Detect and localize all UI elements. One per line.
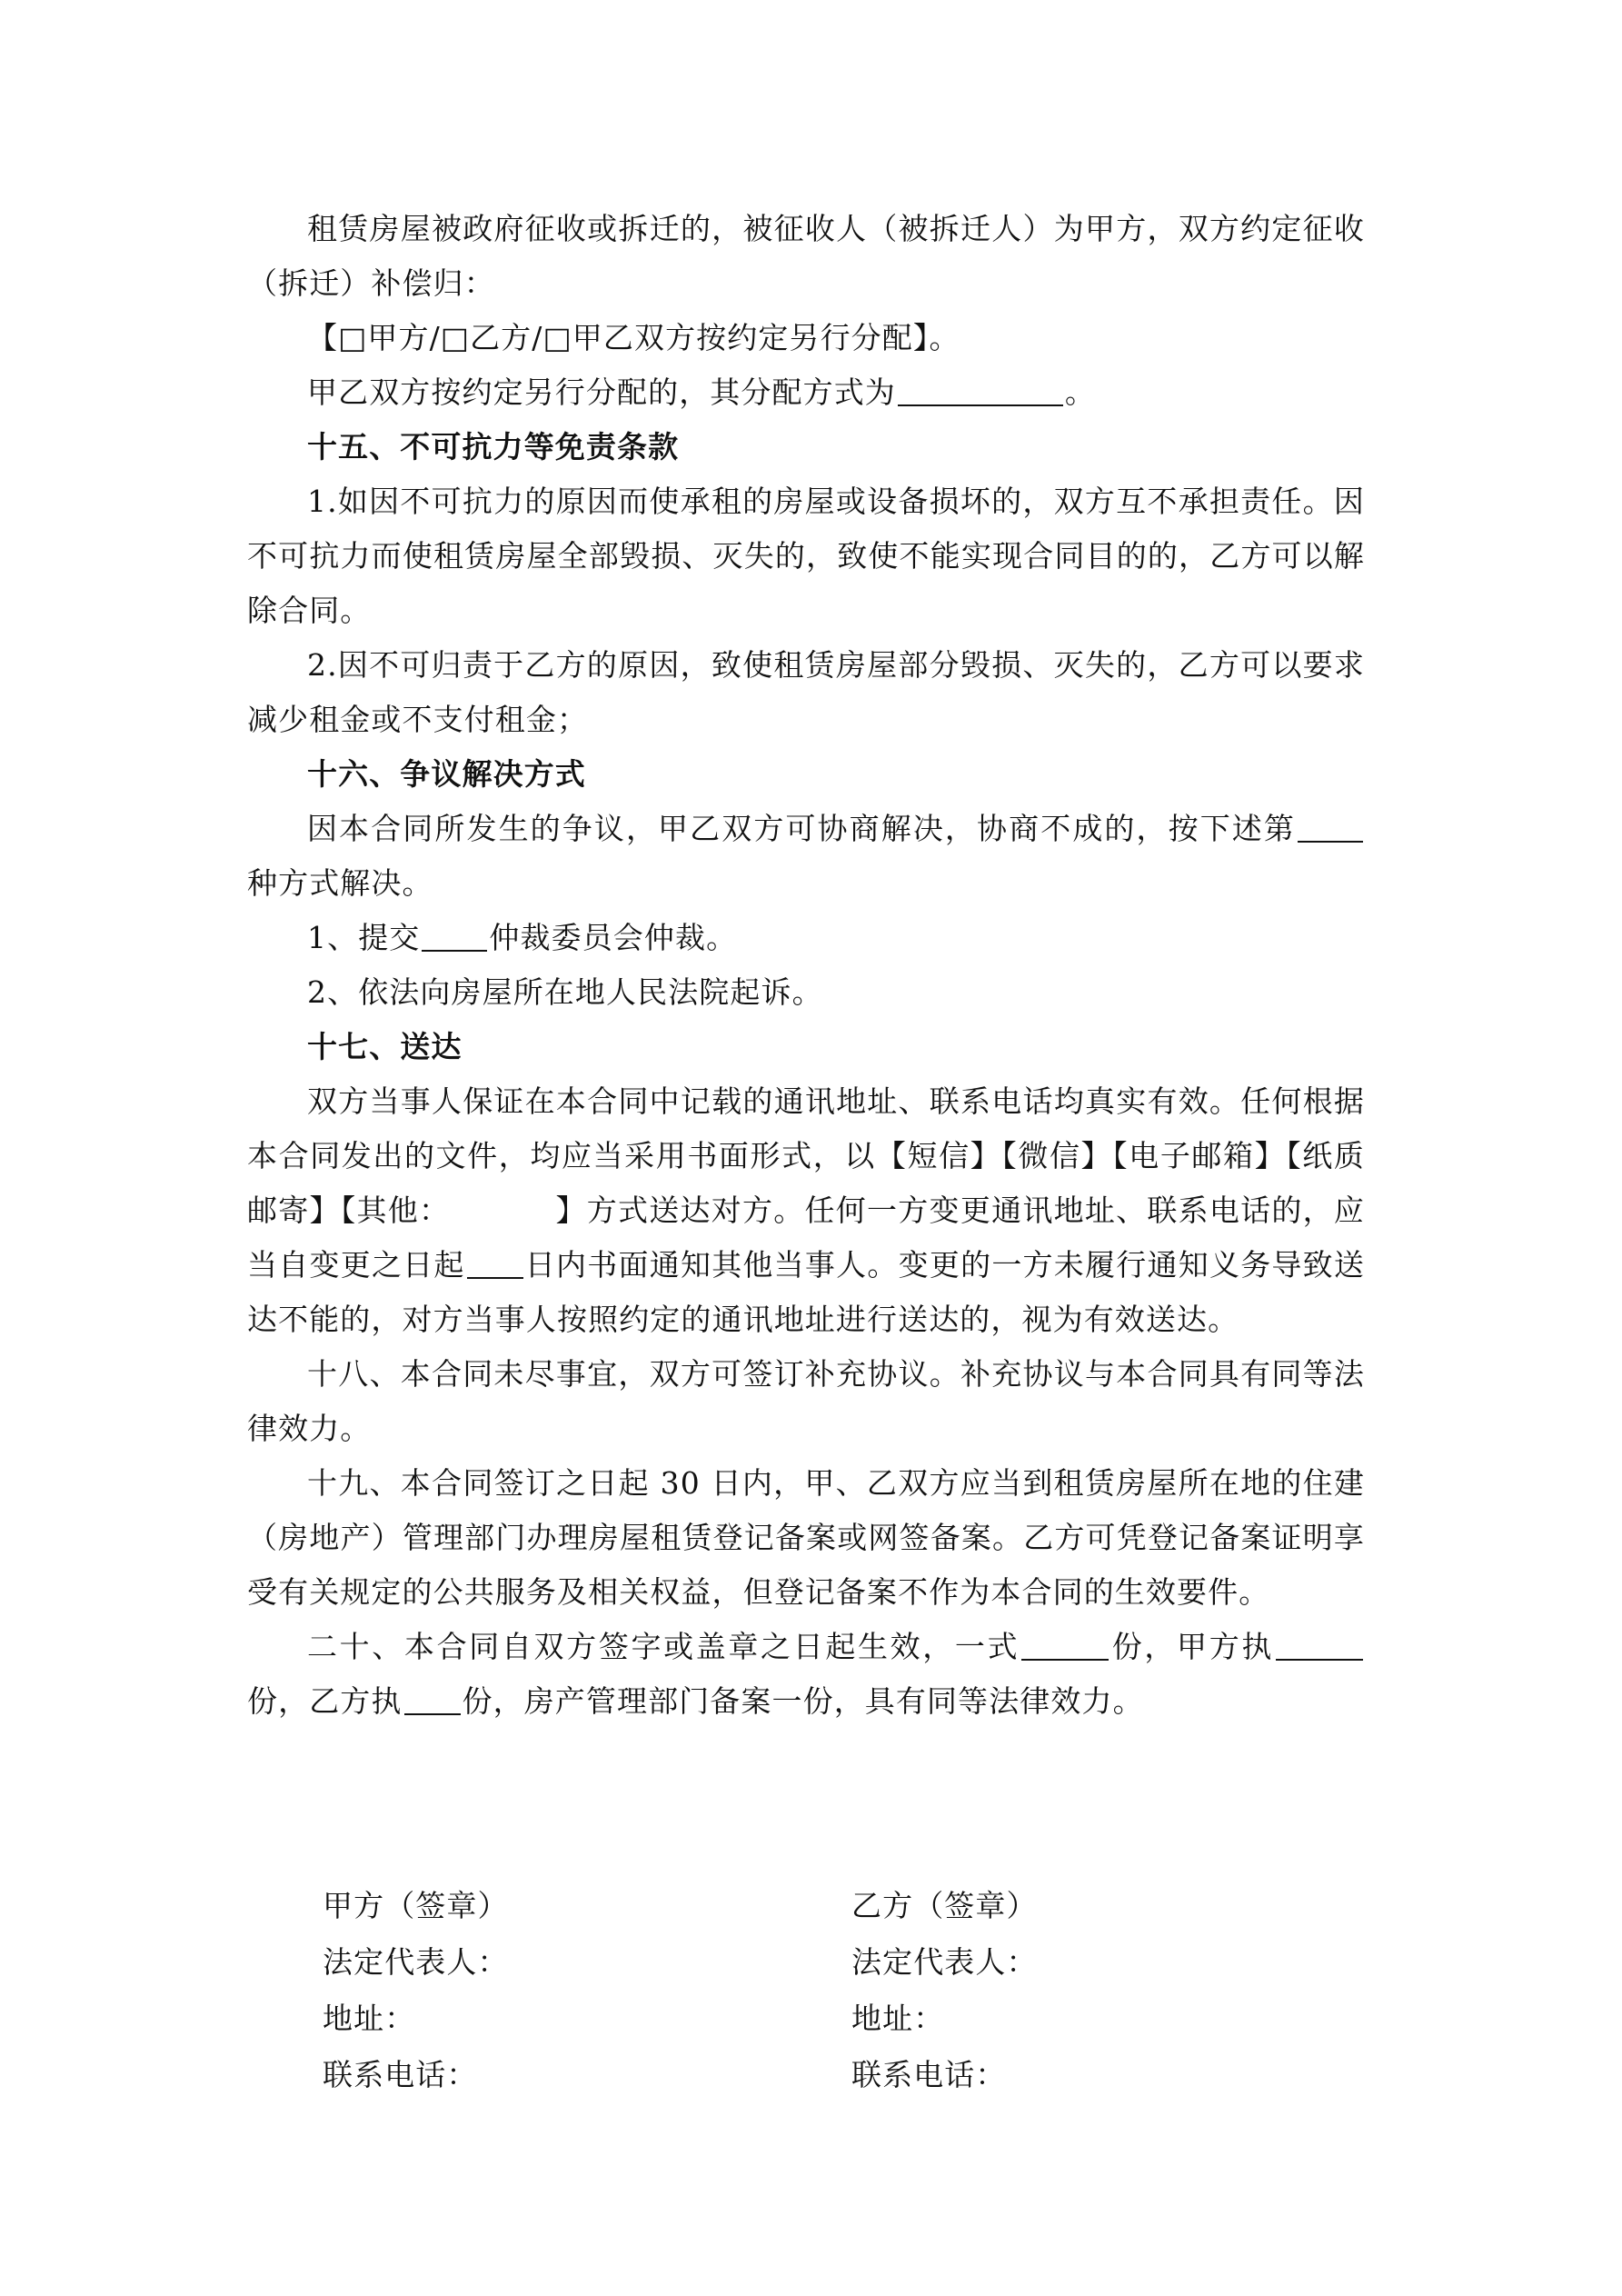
section-16-intro-prefix: 因本合同所发生的争议，甲乙双方可协商解决，协商不成的，按下述第 — [307, 811, 1296, 846]
section-20-part-2: 份，甲方执 — [1110, 1629, 1274, 1664]
section-16-intro — [247, 802, 1365, 911]
section-17-part-2: 】方式送达对方。任何一方变更通讯地址、联系电话的，应当自变更之日起 — [247, 1193, 1365, 1283]
section-20-part-4: 份，房产管理部门备案一份，具有同等法律效力。 — [462, 1683, 1144, 1719]
section-15-title: 十五、不可抗力等免责条款 — [307, 429, 680, 464]
compensation-clause: 租赁房屋被政府征收或拆迁的，被征收人（被拆迁人）为甲方，双方约定征收（拆迁）补偿归： — [247, 211, 1365, 301]
notice-days-blank — [467, 1244, 523, 1279]
party-a-address: 地址： — [323, 2001, 416, 2036]
party-b-address: 地址： — [851, 2001, 945, 2036]
dispute-method-blank — [1298, 808, 1363, 843]
contract-body — [247, 202, 1365, 1729]
party-b-phone: 联系电话： — [851, 2057, 1007, 2092]
section-16-option-1 — [247, 911, 1365, 965]
section-17-part-1: 双方当事人保证在本合同中记载的通讯地址、联系电话均真实有效。任何根据本合同发出的文件，均应当采用书面形式，以【短信】【微信】【电子邮箱】【纸质邮寄】【其他： — [247, 1083, 1365, 1228]
section-20-text — [247, 1620, 1365, 1729]
section-16-option-2: 2、依法向房屋所在地人民法院起诉。 — [307, 974, 823, 1010]
option-1-suffix: 仲裁委员会仲裁。 — [489, 920, 738, 955]
party-a-copies-blank — [1276, 1626, 1363, 1661]
distribution-suffix: 。 — [1064, 374, 1097, 410]
party-b-title: 乙方（签章） — [851, 1888, 1038, 1923]
option-1-prefix: 1、提交 — [307, 920, 421, 955]
section-20-part-1: 二十、本合同自双方签字或盖章之日起生效，一式 — [307, 1629, 1020, 1664]
signature-block — [323, 1878, 1368, 2114]
total-copies-blank — [1021, 1626, 1109, 1661]
section-18-text: 十八、本合同未尽事宜，双方可签订补充协议。补充协议与本合同具有同等法律效力。 — [247, 1356, 1365, 1446]
arbitration-commission-blank — [422, 917, 487, 952]
distribution-method-blank — [898, 372, 1063, 406]
party-a-phone: 联系电话： — [323, 2057, 478, 2092]
party-b-representative: 法定代表人： — [851, 1944, 1038, 1980]
party-a-title: 甲方（签章） — [323, 1888, 509, 1923]
party-b-signature — [851, 1878, 1038, 2103]
distribution-clause — [247, 365, 1365, 420]
section-17-title: 十七、送达 — [307, 1029, 463, 1064]
section-15-item-2: 2.因不可归责于乙方的原因，致使租赁房屋部分毁损、灭失的，乙方可以要求减少租金或不支付租金； — [247, 647, 1365, 737]
compensation-options: 【□甲方/□乙方/□甲乙双方按约定另行分配】。 — [307, 320, 960, 355]
section-17-text — [247, 1074, 1365, 1347]
section-15-item-1: 1.如因不可抗力的原因而使承租的房屋或设备损坏的，双方互不承担责任。因不可抗力而使租赁房屋全部毁损、灭失的，致使不能实现合同目的的，乙方可以解除合同。 — [247, 484, 1365, 628]
party-b-copies-blank — [404, 1681, 461, 1715]
section-17-part-3: 日内书面通知其他当事人。变更的一方未履行通知义务导致送达不能的，对方当事人按照约定的通讯地址进行送达的，视为有效送达。 — [247, 1247, 1366, 1337]
party-a-representative: 法定代表人： — [323, 1944, 509, 1980]
section-20-part-3: 份，乙方执 — [247, 1683, 403, 1719]
section-16-intro-suffix: 种方式解决。 — [247, 865, 433, 901]
section-16-title: 十六、争议解决方式 — [307, 756, 586, 792]
section-19-text: 十九、本合同签订之日起 30 日内，甲、乙双方应当到租赁房屋所在地的住建（房地产）管理部门办理房屋租赁登记备案或网签备案。乙方可凭登记备案证明享受有关规定的公共服务及相关权益，但登记备案不作为本合同的生效要件。 — [247, 1465, 1365, 1610]
distribution-prefix: 甲乙双方按约定另行分配的，其分配方式为 — [307, 374, 896, 410]
party-a-signature — [323, 1878, 509, 2103]
